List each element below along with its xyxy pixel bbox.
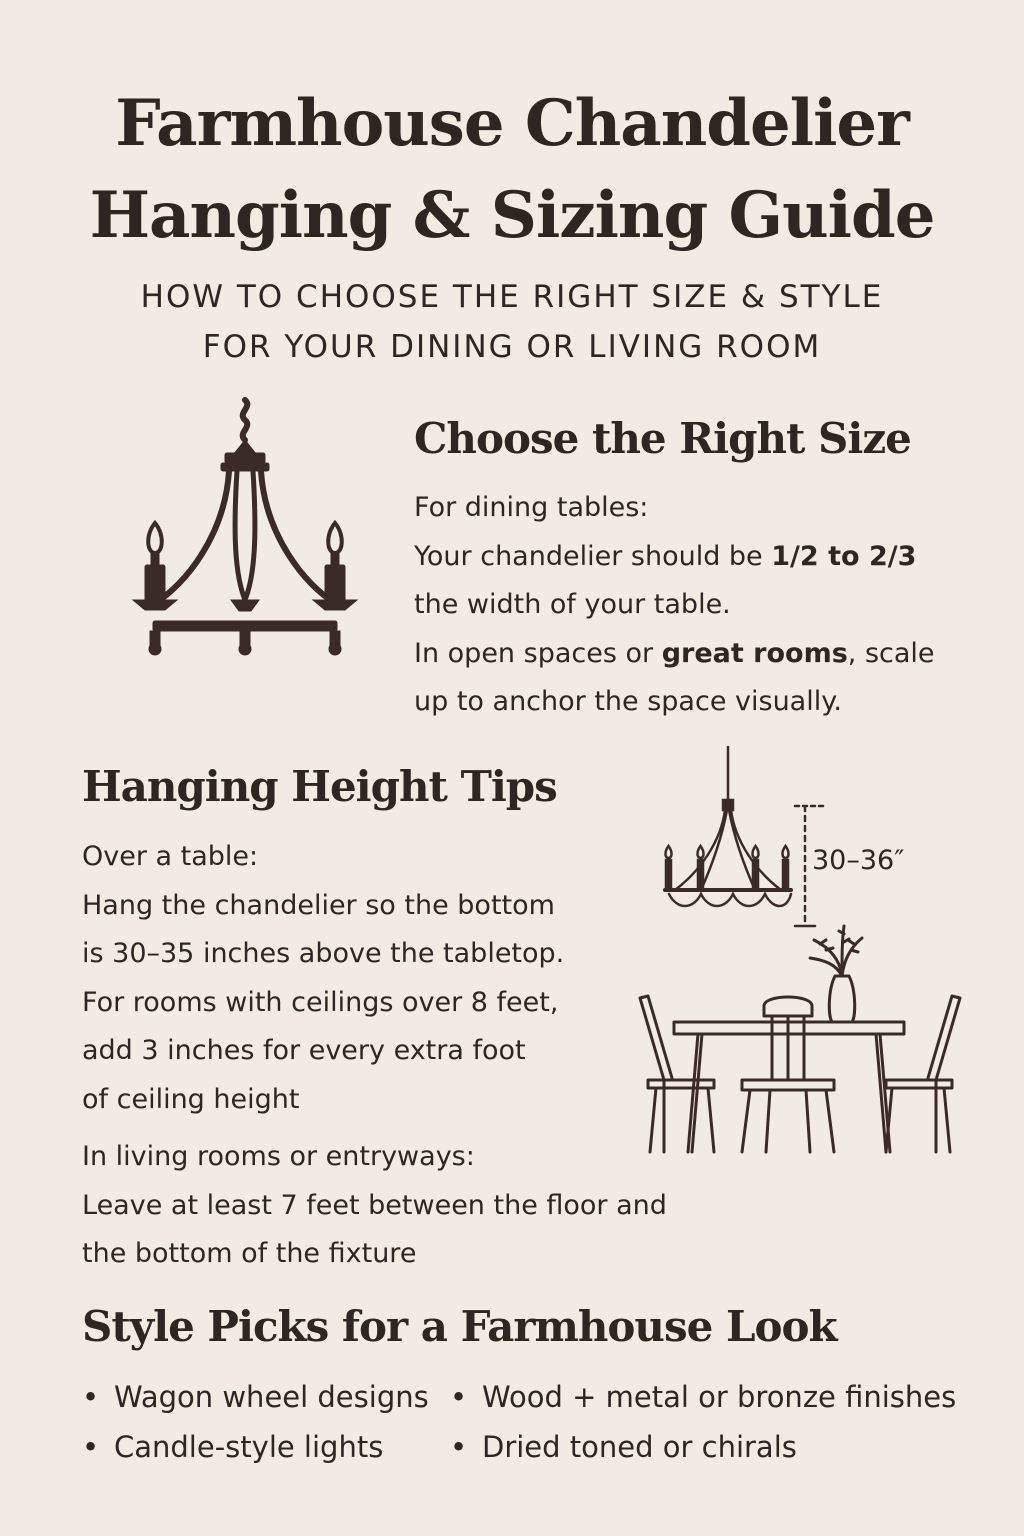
list-item: • Wagon wheel designs <box>82 1372 429 1422</box>
bullet: • <box>82 1430 100 1464</box>
list-item: • Wood + metal or bronze finishes <box>450 1372 956 1422</box>
bullet: • <box>450 1430 468 1464</box>
height-a-line: Over a table: <box>82 841 259 872</box>
height-b-line: Leave at least 7 feet between the floor and <box>82 1189 667 1221</box>
style-list-left <box>82 1372 429 1472</box>
subtitle-line-2: FOR YOUR DINING OR LIVING ROOM <box>202 329 822 365</box>
size-line-1: For dining tables: <box>414 492 649 523</box>
bullet: • <box>450 1380 468 1414</box>
size-line-5: up to anchor the space visually. <box>414 686 842 717</box>
title-line-1: Farmhouse Chandelier <box>115 86 909 161</box>
height-a-line: Hang the chandelier so the bottom <box>82 889 555 921</box>
subtitle-line-1: HOW TO CHOOSE THE RIGHT SIZE & STYLE <box>140 279 884 315</box>
height-a-line: For rooms with ceilings over 8 feet, <box>82 986 559 1018</box>
style-section-heading: Style Picks for a Farmhouse Look <box>82 1302 837 1351</box>
list-item: • Dried toned or chirals <box>450 1422 956 1472</box>
vase-with-dried-stems-icon <box>810 926 862 1022</box>
height-text-table <box>82 833 564 1124</box>
height-section-heading: Hanging Height Tips <box>82 762 557 811</box>
bullet: • <box>82 1380 100 1414</box>
chandelier-icon <box>125 395 365 665</box>
style-list-right <box>450 1372 956 1472</box>
height-a-line: add 3 inches for every extra foot <box>82 1035 526 1066</box>
page-title <box>0 78 1024 262</box>
chandelier-small-icon <box>655 742 835 932</box>
subtitle <box>0 272 1024 372</box>
height-a-line: of ceiling height <box>82 1083 300 1115</box>
measurement-label: 30–36″ <box>812 845 905 876</box>
height-a-line: is 30–35 inches above the tabletop. <box>82 938 565 969</box>
size-line-4: In open spaces or great rooms, scale <box>414 637 935 669</box>
height-b-line: the bottom of the fixture <box>82 1238 417 1269</box>
dining-table-chairs-icon <box>630 920 970 1160</box>
title-line-2: Hanging & Sizing Guide <box>89 178 935 253</box>
size-section-text <box>414 484 935 727</box>
size-line-3: the width of your table. <box>414 589 731 620</box>
list-item: • Candle-style lights <box>82 1422 429 1472</box>
size-line-2: Your chandelier should be 1/2 to 2/3 <box>414 540 917 572</box>
size-section-heading: Choose the Right Size <box>414 414 911 463</box>
height-text-living <box>82 1133 667 1279</box>
height-b-line: In living rooms or entryways: <box>82 1141 475 1172</box>
